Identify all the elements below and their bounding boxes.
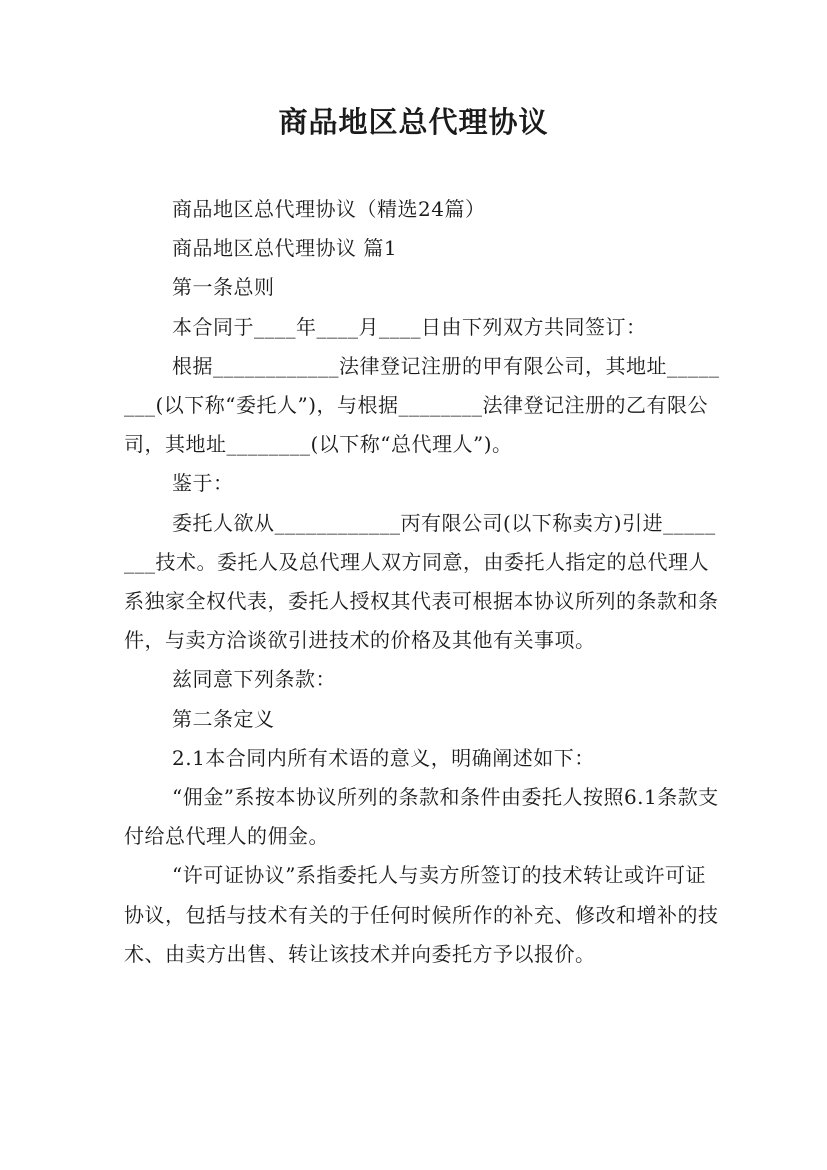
paragraph-signing-date: 本合同于____年____月____日由下列双方共同签订： bbox=[172, 314, 647, 339]
paragraph-agreed-terms: 兹同意下列条款： bbox=[172, 667, 336, 692]
paragraph-parties: 根据____________法律登记注册的甲有限公司，其地址________(以下称“委托人”)，与根据________法律登记注册的乙有限公司，其地址________(以下称“总代理人”)。 bbox=[124, 353, 720, 457]
paragraph-article-heading: 商品地区总代理协议 篇1 bbox=[172, 236, 398, 261]
document-title: 商品地区总代理协议 bbox=[278, 105, 549, 139]
paragraph-section-general: 第一条总则 bbox=[172, 275, 275, 300]
paragraph-commission-definition: “佣金”系按本协议所列的条款和条件由委托人按照6.1条款支付给总代理人的佣金。 bbox=[124, 785, 719, 849]
paragraph-clause-2-1: 2.1本合同内所有术语的意义，明确阐述如下： bbox=[172, 745, 595, 770]
paragraph-intro: 商品地区总代理协议（精选24篇） bbox=[172, 197, 486, 221]
paragraph-license-definition: “许可证协议”系指委托人与卖方所签订的技术转让或许可证协议，包括与技术有关的于任何时候所作的补充、修改和增补的技术、由卖方出售、转让该技术并向委托方予以报价。 bbox=[124, 863, 719, 966]
document-body bbox=[124, 190, 724, 974]
paragraph-background: 委托人欲从____________丙有限公司(以下称卖方)引进________技术。委托人及总代理人双方同意，由委托人指定的总代理人系独家全权代表，委托人授权其代表可根据本协议所列的条款和条件，与卖方洽谈欲引进技术的价格及其他有关事项。 bbox=[124, 510, 719, 653]
paragraph-section-definitions: 第二条定义 bbox=[172, 706, 275, 731]
paragraph-whereas: 鉴于： bbox=[172, 471, 234, 496]
